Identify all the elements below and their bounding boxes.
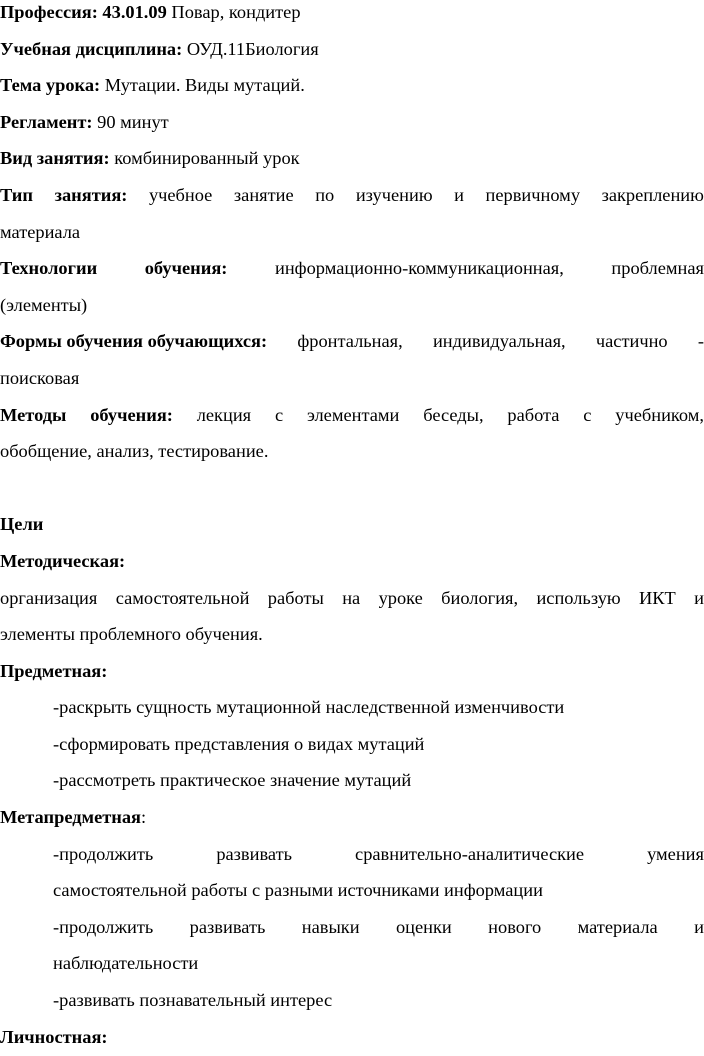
metasubject-item-2-line (0, 909, 704, 946)
methods-word: учебником, (615, 404, 704, 425)
forms-word: - (697, 331, 704, 352)
metasubject-word: нового (488, 916, 542, 937)
discipline-label: Учебная дисциплина: (0, 38, 183, 59)
metasubject-word: навыки (301, 916, 360, 937)
lesson-type-continuation: материала (0, 221, 81, 242)
topic-line (0, 67, 704, 104)
methodical-continuation: элементы проблемного обучения. (0, 624, 263, 645)
forms-continuation: поисковая (0, 367, 80, 388)
schedule-line (0, 104, 704, 141)
metasubject-word: умения (647, 843, 704, 864)
subject-goal-item: -сформировать представления о видах мутаций (53, 733, 425, 754)
topic-label: Тема урока: (0, 75, 101, 96)
forms-word: индивидуальная, (432, 331, 566, 352)
lesson-type-word: и (454, 184, 464, 205)
technologies-continuation: (элементы) (0, 294, 88, 315)
methodical-word: организация (0, 587, 98, 608)
forms-word: частично (595, 331, 668, 352)
metasubject-item-2-continuation: наблюдательности (53, 953, 199, 974)
methods-word: лекция (196, 404, 252, 425)
forms-line (0, 323, 704, 360)
lesson-type-label-word: Тип (0, 184, 34, 205)
methodical-goal-line (0, 580, 704, 617)
methods-label-word: Методы (0, 404, 67, 425)
technologies-label-word: Технологии (0, 258, 98, 279)
schedule-value: 90 минут (97, 111, 169, 132)
blank-line (0, 470, 704, 507)
methods-word: беседы, (423, 404, 484, 425)
methods-word: с (274, 404, 284, 425)
metasubject-item-1-continuation: самостоятельной работы с разными источниками информации (53, 880, 543, 901)
methods-word: с (583, 404, 592, 425)
technologies-word: проблемная (611, 258, 704, 279)
metasubject-word: -продолжить (53, 843, 154, 864)
metasubject-goal-heading (0, 799, 704, 836)
metasubject-goal-label: Метапредметная (0, 807, 142, 828)
profession-label: Профессия: 43.01.09 (0, 2, 167, 22)
schedule-label: Регламент: (0, 111, 93, 132)
forms-word: фронтальная, (297, 331, 403, 352)
lesson-type-word: учебное (148, 184, 213, 205)
subject-goal-item: -раскрыть сущность мутационной наследственной изменчивости (53, 697, 565, 718)
methods-line (0, 397, 704, 434)
methodical-word: работы (267, 587, 324, 608)
metasubject-item-1-line (0, 836, 704, 873)
lesson-type-word: по (315, 184, 335, 205)
technologies-line (0, 250, 704, 287)
profession-line (0, 0, 704, 31)
lesson-kind-label: Вид занятия: (0, 148, 110, 169)
lesson-type-word: изучению (355, 184, 433, 205)
methodical-word: самостоятельной (115, 587, 250, 608)
metasubject-word: оценки (395, 916, 452, 937)
methodical-word: и (694, 587, 704, 608)
metasubject-word: материала (577, 916, 658, 937)
methodical-word: ИКТ (638, 587, 676, 608)
subject-goal-item: -рассмотреть практическое значение мутаций (53, 770, 412, 791)
metasubject-word: сравнительно-аналитические (355, 843, 585, 864)
methodical-word: биология, (441, 587, 519, 608)
topic-value: Мутации. Виды мутаций. (104, 75, 305, 96)
methods-continuation: обобщение, анализ, тестирование. (0, 441, 269, 462)
lesson-type-label-word: занятия: (54, 184, 128, 205)
personal-goal-label: Личностная: (0, 1026, 108, 1047)
metasubject-word: развивать (189, 916, 266, 937)
profession-value: Повар, кондитер (171, 2, 301, 22)
methodical-word: использую (536, 587, 621, 608)
metasubject-word: и (694, 916, 704, 937)
methods-word: элементами (306, 404, 400, 425)
metasubject-item-3: -развивать познавательный интерес (53, 990, 333, 1011)
metasubject-colon: : (141, 807, 147, 828)
methodical-word: уроке (378, 587, 423, 608)
methodical-goal-label: Методическая: (0, 550, 126, 571)
metasubject-word: -продолжить (53, 916, 154, 937)
lesson-type-word: первичному (485, 184, 581, 205)
lesson-kind-line (0, 140, 704, 177)
goals-title: Цели (0, 514, 44, 535)
forms-label: Формы обучения обучающихся: (0, 331, 268, 352)
methods-word: работа (507, 404, 560, 425)
methodical-word: на (342, 587, 361, 608)
technologies-label-word: обучения: (144, 258, 228, 279)
metasubject-word: развивать (216, 843, 293, 864)
lesson-kind-value: комбинированный урок (114, 148, 300, 169)
lesson-type-line (0, 177, 704, 214)
technologies-word: информационно-коммуникационная, (274, 258, 564, 279)
discipline-value: ОУД.11Биология (186, 38, 319, 59)
subject-goal-label: Предметная: (0, 660, 108, 681)
methods-label-word: обучения: (90, 404, 173, 425)
lesson-type-word: занятие (233, 184, 294, 205)
lesson-type-word: закреплению (601, 184, 704, 205)
discipline-line (0, 31, 704, 68)
